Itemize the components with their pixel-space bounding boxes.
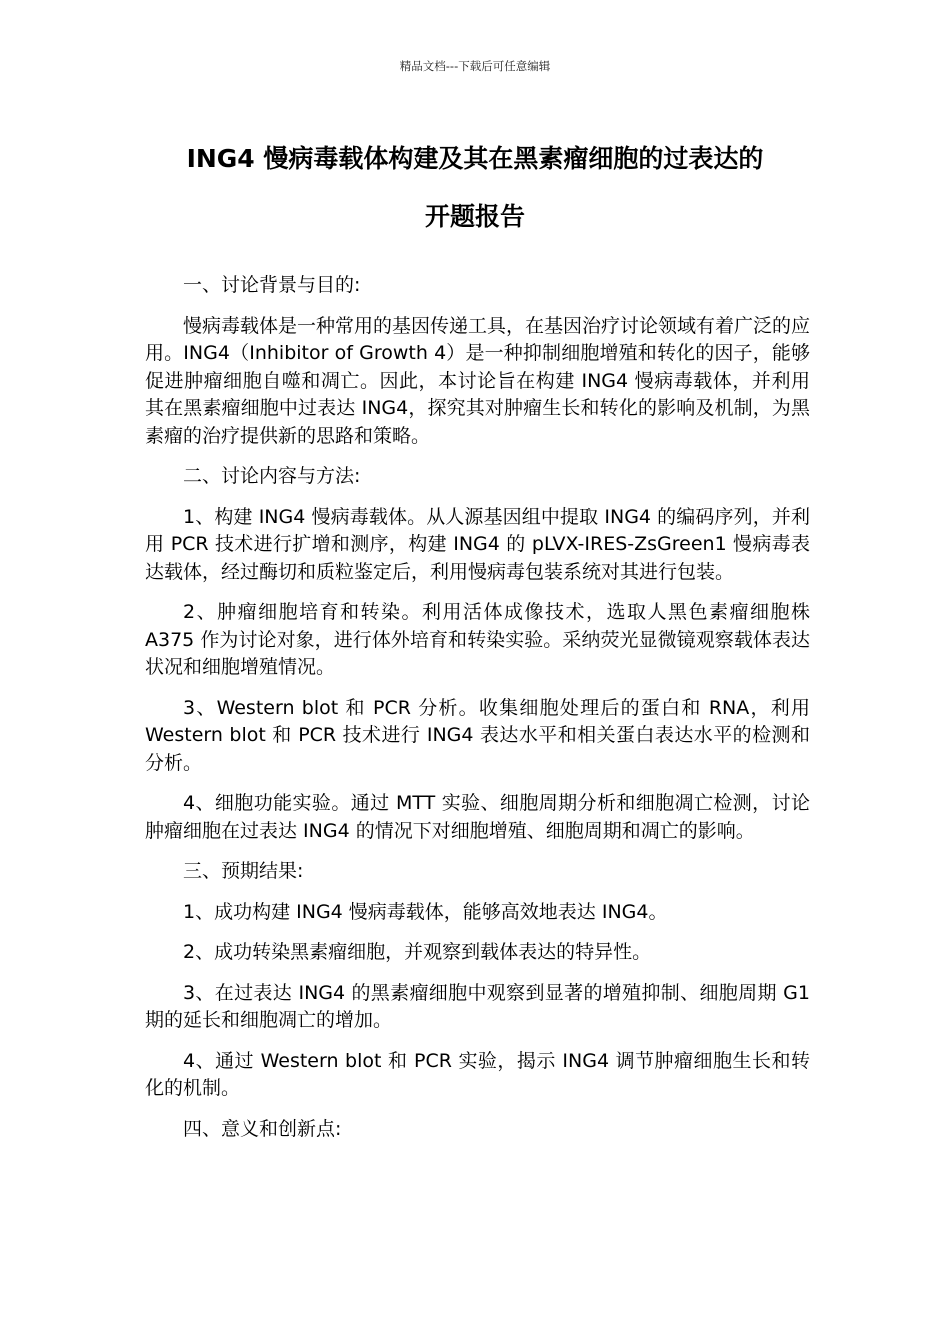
document-title [120, 130, 830, 246]
section-heading-background: 一、讨论背景与目的: [183, 274, 361, 296]
title-line-2: 开题报告 [424, 202, 525, 231]
paragraph-result-2: 2、成功转染黑素瘤细胞，并观察到载体表达的特异性。 [183, 941, 652, 963]
paragraph-result-3: 3、在过表达 ING4 的黑素瘤细胞中观察到显著的增殖抑制、细胞周期 G1 期的延长和细胞凋亡的增加。 [145, 981, 810, 1031]
paragraph-background: 慢病毒载体是一种常用的基因传递工具，在基因治疗讨论领域有着广泛的应用。ING4（Inhibitor of Growth 4）是一种抑制细胞增殖和转化的因子，能够促进肿瘤细胞自噬和凋亡。因此，本讨论旨在构建 ING4 慢病毒载体，并利用其在黑素瘤细胞中过表达 ING4，探究其对肿瘤生长和转化的影响及机制，为黑素瘤的治疗提供新的思路和策略。 [145, 314, 811, 447]
document-body [145, 272, 810, 1156]
paragraph-method-3: 3、Western blot 和 PCR 分析。收集细胞处理后的蛋白和 RNA，利用 Western blot 和 PCR 技术进行 ING4 表达水平和相关蛋白表达水平的检测和分析。 [145, 696, 810, 774]
title-line-1: ING4 慢病毒载体构建及其在黑素瘤细胞的过表达的 [186, 144, 764, 173]
paragraph-method-2: 2、肿瘤细胞培育和转染。利用活体成像技术，选取人黑色素瘤细胞株 A375 作为讨论对象，进行体外培育和转染实验。采纳荧光显微镜观察载体表达状况和细胞增殖情况。 [145, 601, 810, 678]
paragraph-result-1: 1、成功构建 ING4 慢病毒载体，能够高效地表达 ING4。 [183, 900, 668, 923]
paragraph-result-4: 4、通过 Western blot 和 PCR 实验，揭示 ING4 调节肿瘤细胞生长和转化的机制。 [145, 1049, 810, 1099]
paragraph-method-1: 1、构建 ING4 慢病毒载体。从人源基因组中提取 ING4 的编码序列，并利用 PCR 技术进行扩增和测序，构建 ING4 的 pLVX-IRES-ZsGreen1 慢病毒表达载体，经过酶切和质粒鉴定后，利用慢病毒包装系统对其进行包装。 [145, 505, 810, 583]
page-header-note: 精品文档---下载后可任意编辑 [399, 59, 551, 73]
section-heading-methods: 二、讨论内容与方法: [183, 465, 361, 487]
section-heading-results: 三、预期结果: [183, 860, 304, 882]
paragraph-method-4: 4、细胞功能实验。通过 MTT 实验、细胞周期分析和细胞凋亡检测，讨论肿瘤细胞在过表达 ING4 的情况下对细胞增殖、细胞周期和凋亡的影响。 [145, 792, 810, 842]
section-heading-significance: 四、意义和创新点: [183, 1117, 342, 1140]
